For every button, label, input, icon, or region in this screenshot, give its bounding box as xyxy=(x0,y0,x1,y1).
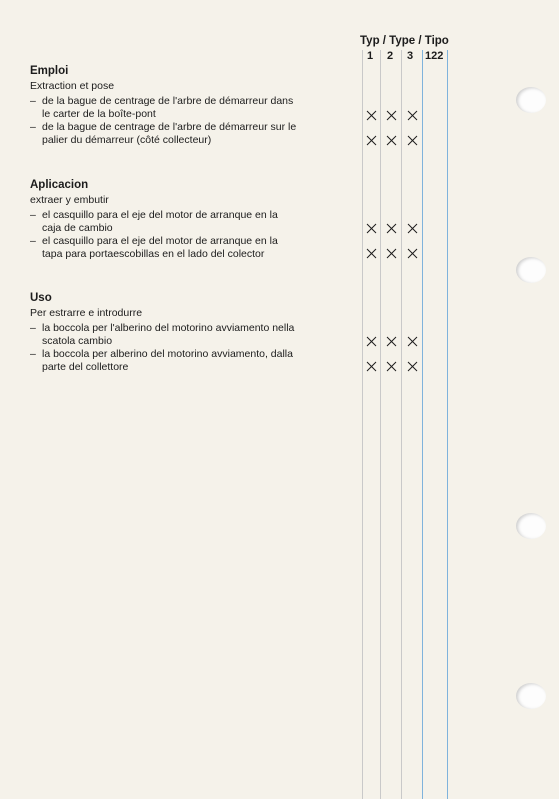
column-rule xyxy=(401,50,402,799)
list-item xyxy=(30,209,350,235)
marks-row xyxy=(366,248,426,261)
marks-row xyxy=(366,110,426,123)
item-line: la boccola per alberino del motorino avviamento, dalla xyxy=(42,348,293,360)
section-french xyxy=(30,64,350,147)
dash: – xyxy=(30,348,36,360)
item-line: scatola cambio xyxy=(42,335,113,347)
list-item xyxy=(30,95,350,121)
x-mark-icon xyxy=(407,135,418,146)
marks-row xyxy=(366,361,426,374)
x-mark-icon xyxy=(407,361,418,372)
dash: – xyxy=(30,95,36,107)
item-line: el casquillo para el eje del motor de arranque en la xyxy=(42,235,278,247)
x-mark-icon xyxy=(386,135,397,146)
column-rule xyxy=(362,50,363,799)
marks-row xyxy=(366,135,426,148)
x-mark-icon xyxy=(366,248,377,259)
dash: – xyxy=(30,209,36,221)
punch-hole xyxy=(516,87,546,113)
item-line: tapa para portaescobillas en el lado del colector xyxy=(42,248,265,260)
item-line: la boccola per l'alberino del motorino avviamento nella xyxy=(42,322,295,334)
punch-hole xyxy=(516,513,546,539)
marks-row xyxy=(366,223,426,236)
type-column-122: 122 xyxy=(425,50,444,62)
column-rule xyxy=(380,50,381,799)
x-mark-icon xyxy=(366,223,377,234)
x-mark-icon xyxy=(366,336,377,347)
x-mark-icon xyxy=(366,361,377,372)
section-title: Uso xyxy=(30,292,52,304)
section-title: Aplicacion xyxy=(30,179,89,191)
punch-hole xyxy=(516,257,546,283)
type-column-2: 2 xyxy=(387,50,394,62)
dash: – xyxy=(30,121,36,133)
x-mark-icon xyxy=(366,110,377,121)
x-mark-icon xyxy=(407,248,418,259)
section-italian xyxy=(30,291,350,374)
x-mark-icon xyxy=(386,361,397,372)
x-mark-icon xyxy=(366,135,377,146)
x-mark-icon xyxy=(386,336,397,347)
section-spanish xyxy=(30,178,350,261)
x-mark-icon xyxy=(407,223,418,234)
list-item xyxy=(30,121,350,147)
dash: – xyxy=(30,322,36,334)
dash: – xyxy=(30,235,36,247)
x-mark-icon xyxy=(386,248,397,259)
item-line: caja de cambio xyxy=(42,222,113,234)
x-mark-icon xyxy=(386,110,397,121)
type-column-1: 1 xyxy=(367,50,374,62)
list-item xyxy=(30,322,350,348)
item-line: le carter de la boîte-pont xyxy=(42,108,156,120)
section-subtitle: Extraction et pose xyxy=(30,80,115,92)
x-mark-icon xyxy=(407,336,418,347)
section-subtitle: Per estrarre e introdurre xyxy=(30,307,143,319)
section-title: Emploi xyxy=(30,65,69,77)
column-rule xyxy=(422,50,423,799)
x-mark-icon xyxy=(407,110,418,121)
item-line: de la bague de centrage de l'arbre de démarreur sur le xyxy=(42,121,297,133)
type-header: Typ / Type / Tipo xyxy=(360,35,449,47)
type-column-3: 3 xyxy=(407,50,414,62)
x-mark-icon xyxy=(386,223,397,234)
punch-hole xyxy=(516,683,546,709)
item-line: el casquillo para el eje del motor de arranque en la xyxy=(42,209,278,221)
item-line: palier du démarreur (côté collecteur) xyxy=(42,134,212,146)
list-item xyxy=(30,348,350,374)
marks-row xyxy=(366,336,426,349)
item-line: de la bague de centrage de l'arbre de démarreur dans xyxy=(42,95,294,107)
item-line: parte del collettore xyxy=(42,361,129,373)
section-subtitle: extraer y embutir xyxy=(30,194,109,206)
list-item xyxy=(30,235,350,261)
column-rule xyxy=(447,50,448,799)
